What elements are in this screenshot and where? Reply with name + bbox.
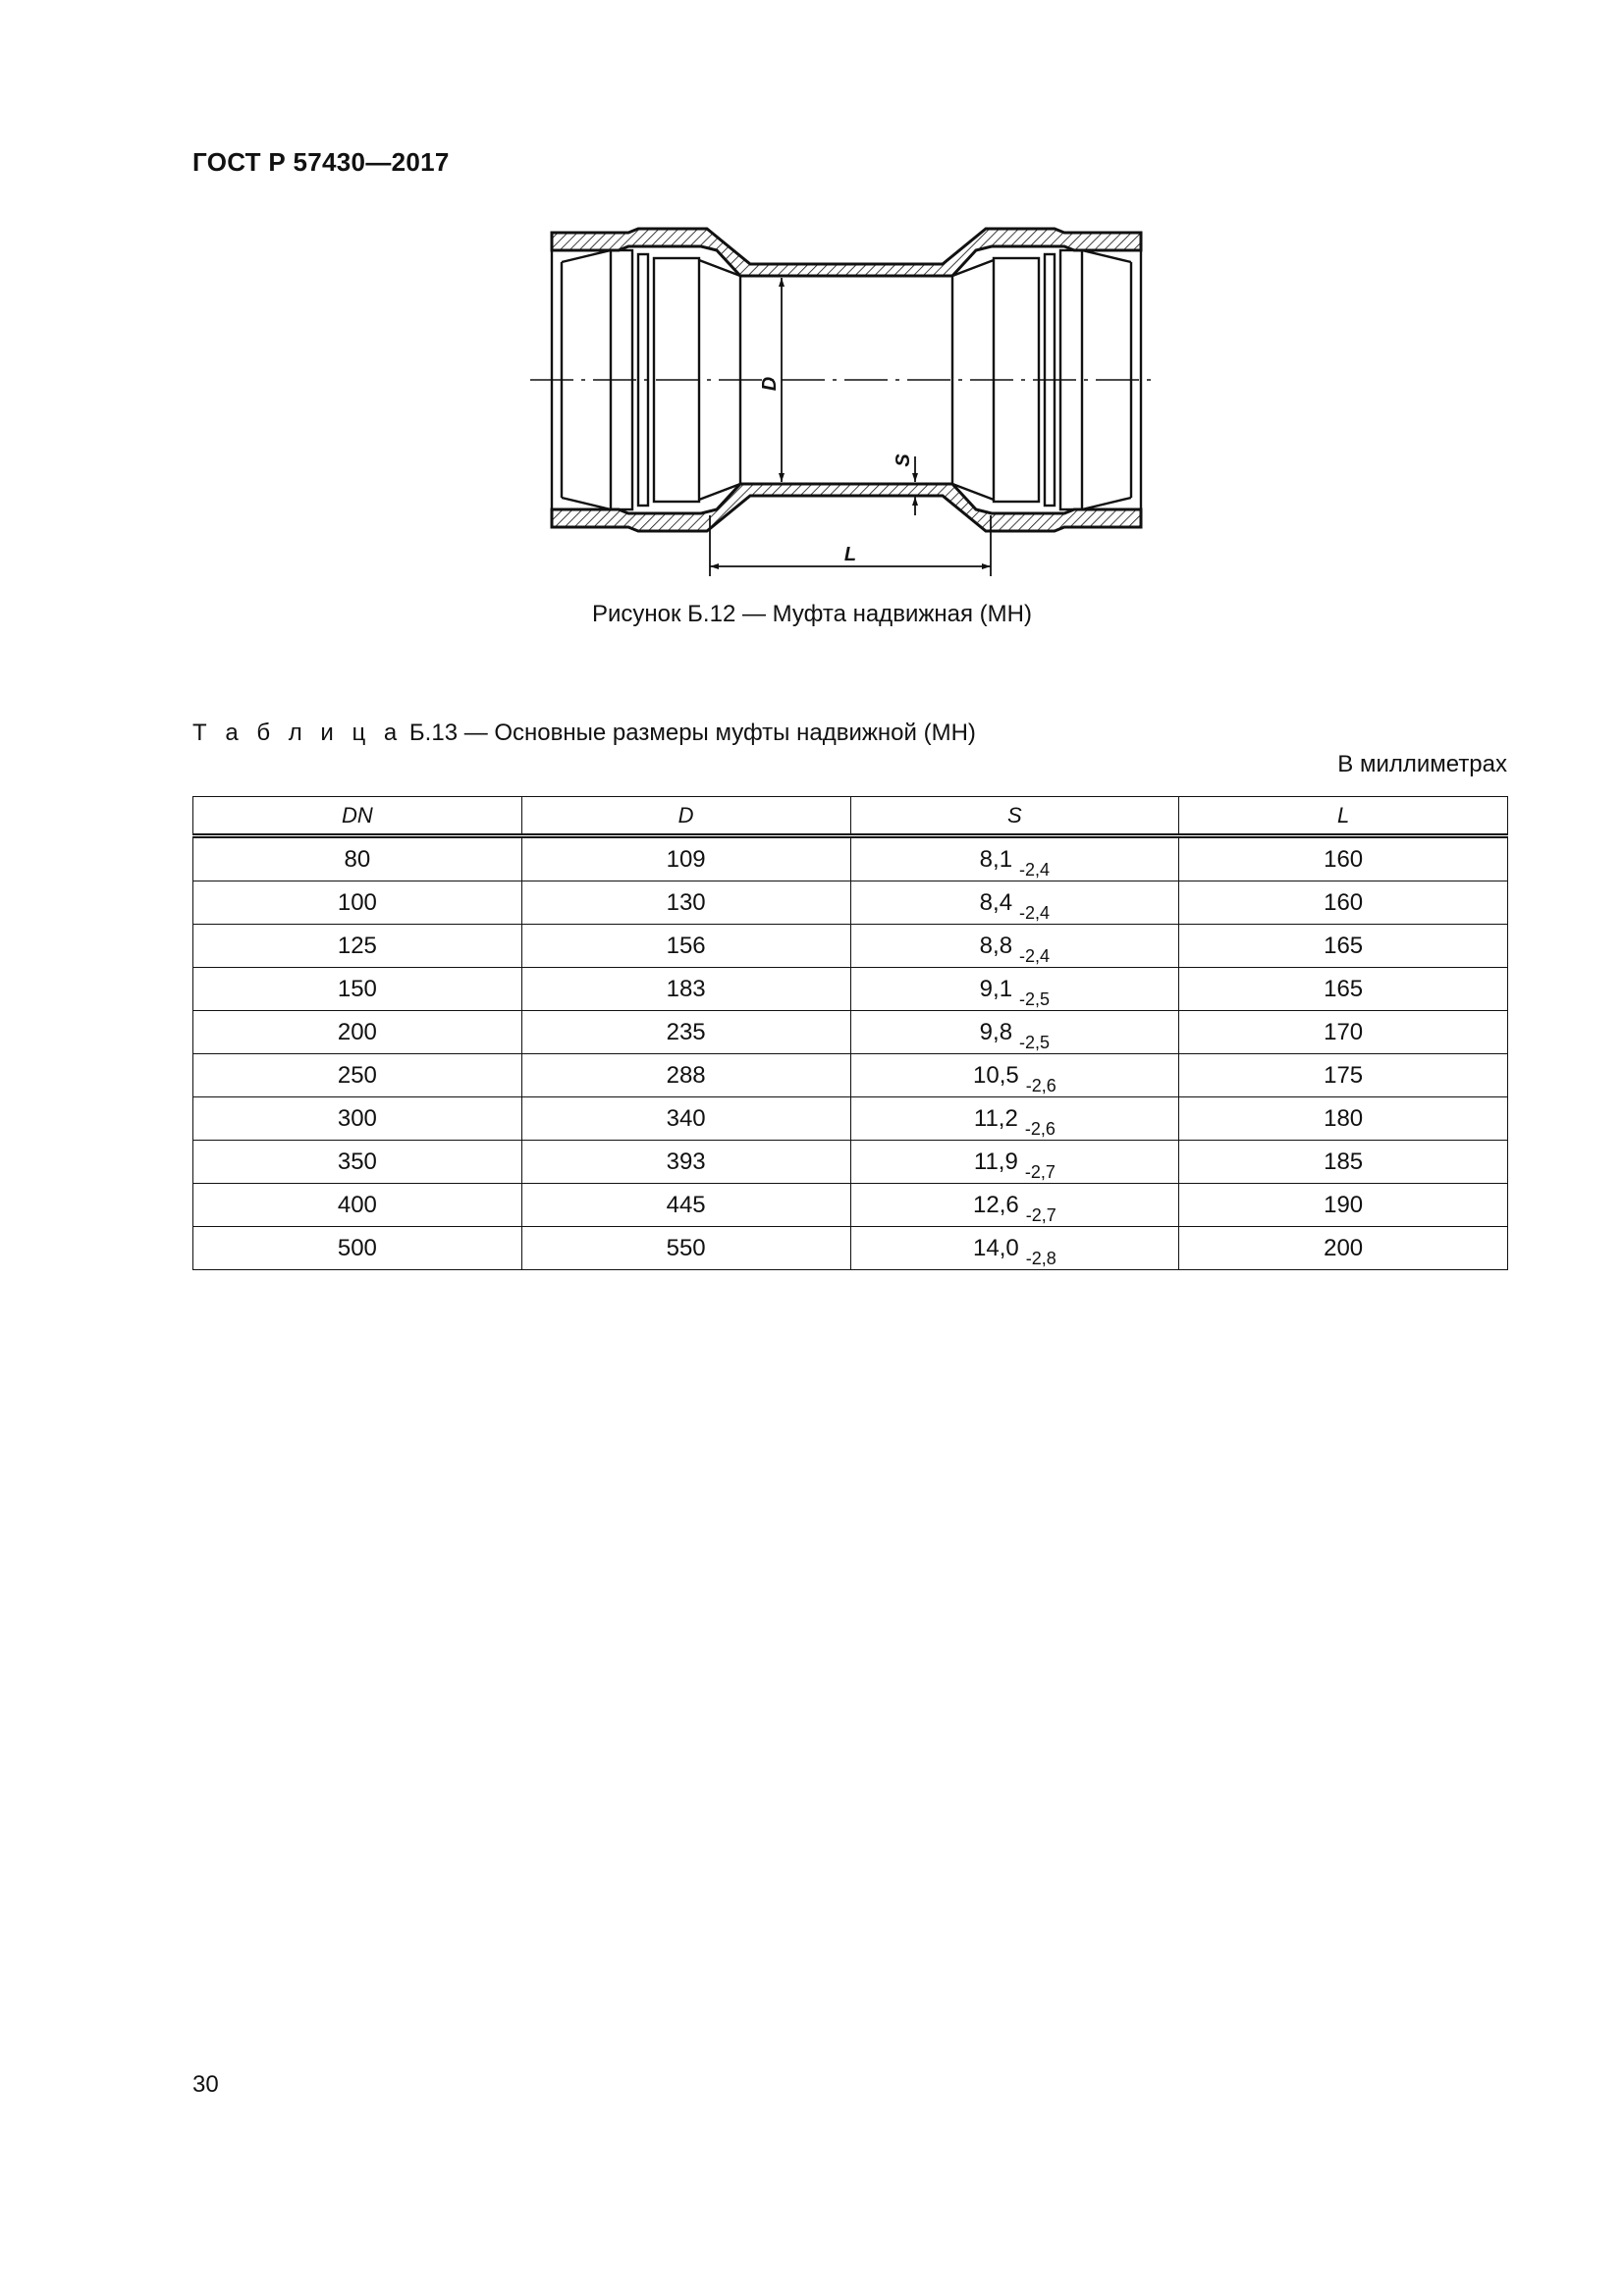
s-label: S (893, 454, 914, 467)
cell-l: 160 (1179, 836, 1508, 881)
cell-l: 165 (1179, 968, 1508, 1011)
cell-l: 165 (1179, 925, 1508, 968)
s-tolerance: -2,6 (1025, 1075, 1056, 1095)
cell-d: 550 (521, 1227, 850, 1270)
figure-caption: Рисунок Б.12 — Муфта надвижная (МН) (592, 601, 1032, 627)
cell-s (850, 836, 1179, 881)
s-value: 9,1 (979, 975, 1013, 1002)
cell-l: 170 (1179, 1011, 1508, 1054)
cell-d: 235 (521, 1011, 850, 1054)
table-title (192, 720, 976, 747)
table-row (193, 1141, 1508, 1184)
top-wall-section (552, 229, 1141, 276)
table-row (193, 881, 1508, 925)
cell-s (850, 1054, 1179, 1097)
cell-d: 156 (521, 925, 850, 968)
cell-dn: 150 (193, 968, 522, 1011)
table-title-prefix: Т а б л и ц а (192, 720, 404, 746)
cell-dn: 500 (193, 1227, 522, 1270)
cell-s (850, 1227, 1179, 1270)
table-row (193, 1227, 1508, 1270)
s-tolerance: -2,4 (1019, 859, 1051, 880)
s-tolerance: -2,5 (1019, 1032, 1051, 1052)
cell-d: 445 (521, 1184, 850, 1227)
column-header-l: L (1179, 797, 1508, 836)
s-tolerance: -2,6 (1024, 1118, 1056, 1139)
table-title-text: Б.13 — Основные размеры муфты надвижной (МН) (403, 720, 976, 746)
cell-dn: 250 (193, 1054, 522, 1097)
cell-s (850, 968, 1179, 1011)
cell-dn: 300 (193, 1097, 522, 1141)
table-row (193, 1097, 1508, 1141)
page-number: 30 (192, 2071, 219, 2098)
coupling-drawing-svg (530, 221, 1159, 584)
column-header-d: D (521, 797, 850, 836)
table-row (193, 1054, 1508, 1097)
cell-d: 288 (521, 1054, 850, 1097)
s-tolerance: -2,8 (1025, 1248, 1056, 1268)
s-value: 8,1 (979, 845, 1013, 873)
cell-dn: 100 (193, 881, 522, 925)
table-row (193, 1011, 1508, 1054)
cell-s (850, 925, 1179, 968)
s-tolerance: -2,5 (1019, 988, 1051, 1009)
cell-l: 200 (1179, 1227, 1508, 1270)
cell-dn: 350 (193, 1141, 522, 1184)
s-tolerance: -2,7 (1024, 1161, 1056, 1182)
s-tolerance: -2,4 (1019, 902, 1051, 923)
cell-dn: 125 (193, 925, 522, 968)
cell-l: 180 (1179, 1097, 1508, 1141)
cell-l: 160 (1179, 881, 1508, 925)
cell-dn: 400 (193, 1184, 522, 1227)
table-header-row (193, 797, 1508, 836)
document-code: ГОСТ Р 57430—2017 (192, 147, 450, 177)
table-row (193, 925, 1508, 968)
cell-s (850, 881, 1179, 925)
s-value: 14,0 (973, 1234, 1019, 1261)
table-row (193, 836, 1508, 881)
s-value: 12,6 (973, 1191, 1019, 1218)
cell-l: 190 (1179, 1184, 1508, 1227)
cell-s (850, 1011, 1179, 1054)
cell-dn: 200 (193, 1011, 522, 1054)
column-header-s: S (850, 797, 1179, 836)
cell-s (850, 1141, 1179, 1184)
s-value: 8,8 (979, 932, 1013, 959)
l-label: L (843, 544, 857, 565)
s-value: 10,5 (973, 1061, 1019, 1089)
d-label: D (759, 376, 781, 392)
cell-d: 340 (521, 1097, 850, 1141)
cell-l: 185 (1179, 1141, 1508, 1184)
cell-d: 130 (521, 881, 850, 925)
cell-dn: 80 (193, 836, 522, 881)
s-value: 9,8 (979, 1018, 1013, 1045)
column-header-dn: DN (193, 797, 522, 836)
cell-l: 175 (1179, 1054, 1508, 1097)
coupling-drawing (530, 221, 1159, 584)
units-note: В миллиметрах (1337, 751, 1507, 777)
cell-d: 393 (521, 1141, 850, 1184)
dimensions-table (192, 796, 1508, 1270)
cell-s (850, 1097, 1179, 1141)
table-row (193, 1184, 1508, 1227)
cell-s (850, 1184, 1179, 1227)
bottom-wall-section (552, 484, 1141, 531)
s-tolerance: -2,4 (1019, 945, 1051, 966)
s-value: 11,9 (973, 1148, 1018, 1175)
s-value: 11,2 (973, 1104, 1018, 1132)
cell-d: 183 (521, 968, 850, 1011)
s-value: 8,4 (979, 888, 1013, 916)
cell-d: 109 (521, 836, 850, 881)
table-row (193, 968, 1508, 1011)
s-tolerance: -2,7 (1025, 1204, 1056, 1225)
